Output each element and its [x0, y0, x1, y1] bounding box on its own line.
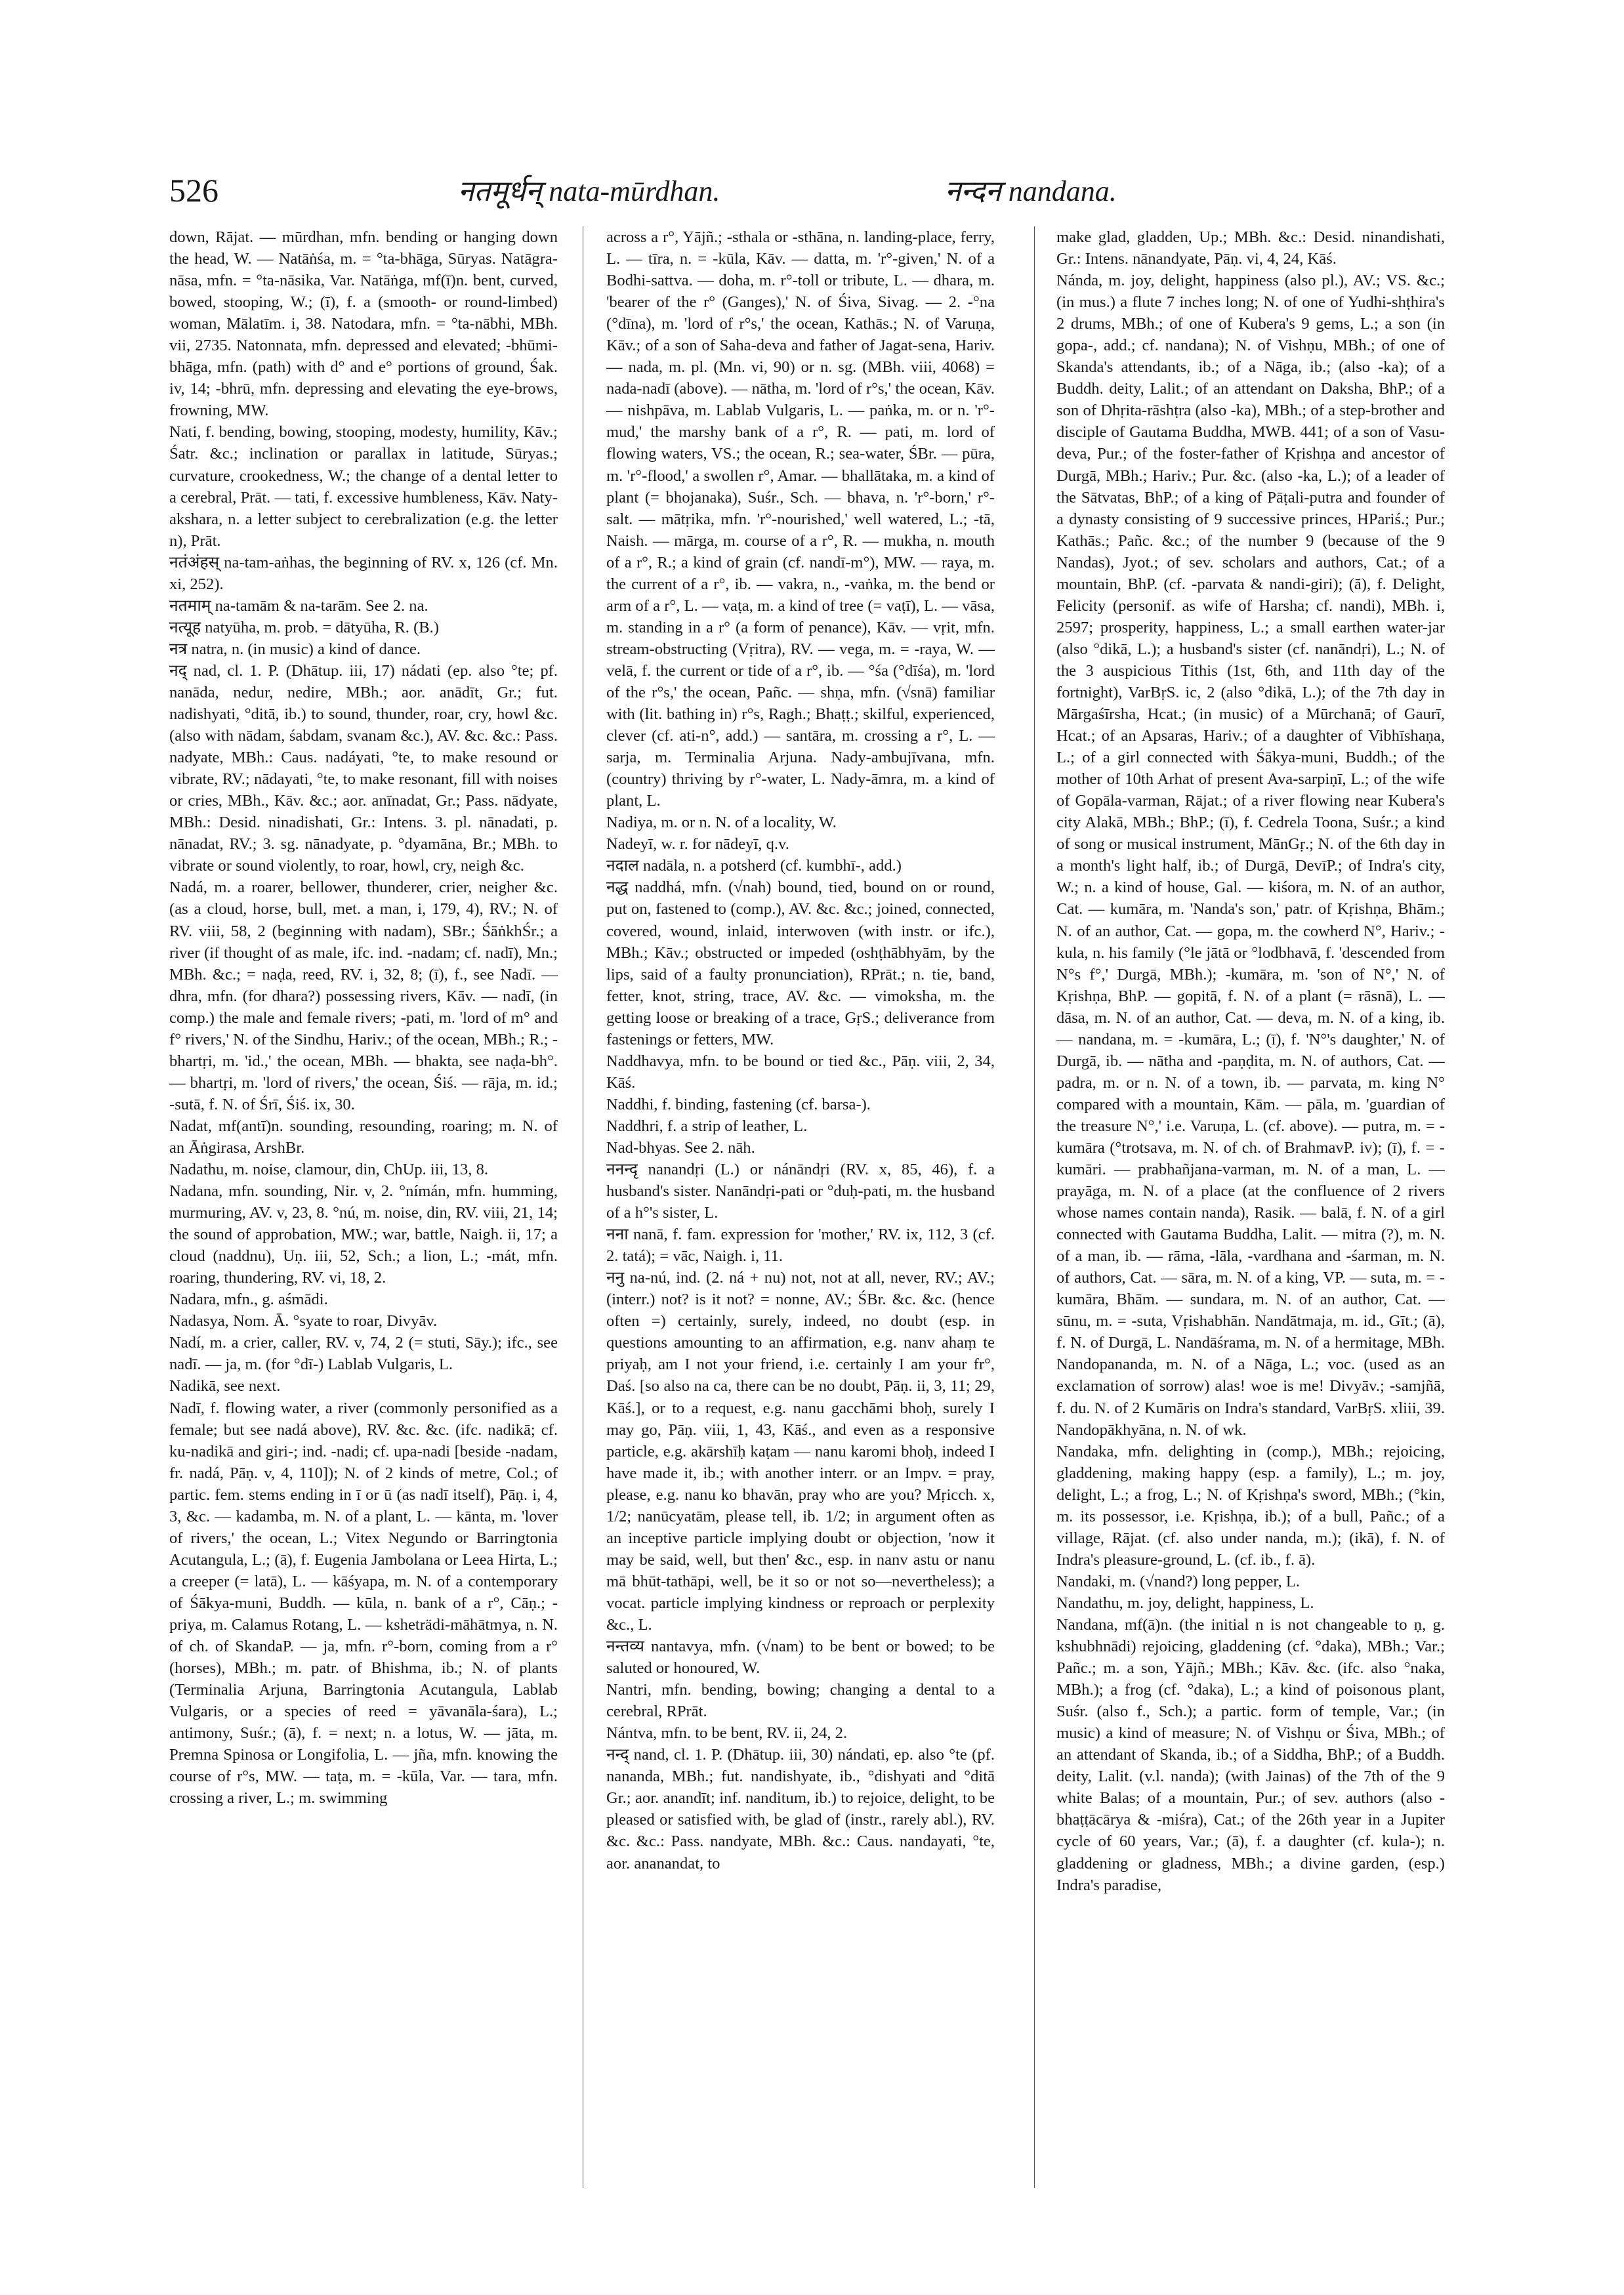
right-running-head: नन्दन nandana. — [945, 175, 1117, 207]
dictionary-entry: नदाल nadāla, n. a potsherd (cf. kumbhī-, add.) — [606, 857, 902, 875]
dictionary-entry: Nántva, mfn. to be bent, RV. ii, 24, 2. — [606, 1724, 848, 1743]
dictionary-entry: Nadasya, Nom. Ā. °syate to roar, Divyāv. — [169, 1312, 438, 1331]
dictionary-entry: नना nanā, f. fam. expression for 'mother,' RV. ix, 112, 3 (cf. 2. tatá); = vāc, Naigh. i, 11. — [606, 1226, 995, 1266]
dictionary-entry: नन्द् nand, cl. 1. P. (Dhātup. iii, 30) nándati, ep. also °te (pf. nananda, MBh.; fut. nandishyate, ib., °dishyati and °ditā Gr.; aor. anandīt; inf. nanditum, ib.) to rejoice, delight, to be pleased or satisfied with, be glad of (instr., rarely abl.), RV. &c. &c.: Pass. nandyate, MBh. &c.: Caus. nandayati, °te, aor. ananandat, to — [606, 1746, 995, 1872]
page-number: 526 — [169, 172, 219, 209]
dictionary-entry: make glad, gladden, Up.; MBh. &c.: Desid. ninandishati, Gr.: Intens. nānandyate, Pāṇ. vi, 4, 24, Kāś. — [1056, 228, 1445, 268]
dictionary-entry: Nantri, mfn. bending, bowing; changing a dental to a cerebral, RPrāt. — [606, 1681, 995, 1721]
dictionary-entry: Nati, f. bending, bowing, stooping, modesty, humility, Kāv.; Śatr. &c.; inclination or parallax in latitude, Sūryas.; curvature, crookedness, W.; the change of a dental letter to a cerebral, Prāt. — tati, f. excessive humbleness, Kāv. Naty-akshara, n. a letter subject to cerebralization (e.g. the letter n), Prāt. — [169, 423, 558, 550]
dictionary-entry: Naddhri, f. a strip of leather, L. — [606, 1117, 808, 1135]
dictionary-entry: नत्यूह natyūha, m. prob. = dātyūha, R. (B.) — [169, 618, 440, 636]
dictionary-entry: Nánda, m. joy, delight, happiness (also pl.), AV.; VS. &c.; (in mus.) a flute 7 inches long; N. of one of Yudhi-shṭhira's 2 drums, MBh.; of one of Kubera's 9 gems, L.; a son (in gopa-, add.; cf. nandana); N. of Vishṇu, MBh.; of one of Skanda's attendants, ib.; of a Nāga, ib.; (also -ka); of a Buddh. deity, Lalit.; of an attendant on Daksha, BhP.; of a son of Dhṛita-rāshṭra (also -ka), MBh.; of a step-brother and disciple of Gautama Buddha, MWB. 441; of a son of Vasu-deva, Pur.; of the foster-father of Kṛishṇa and ancestor of Durgā, MBh.; Hariv.; Pur. &c. (also -ka, L.); of a leader of the Sātvatas, BhP.; of a king of Pāṭali-putra and founder of a dynasty consisting of 9 successive princes, HPariś.; Pur.; Kathās.; Pañc. &c.; of the number 9 (because of the 9 Nandas), Jyot.; of sev. scholars and authors, Cat.; of a mountain, BhP. (cf. -parvata & nandi-giri); (ā), f. Delight, Felicity (personif. as wife of Harsha; cf. nandi), MBh. i, 2597; prosperity, happiness, L.; a small earthen water-jar (also °dikā, L.); a husband's sister (cf. nanāndṛi), L.; N. of the 3 auspicious Tithis (1st, 6th, and 11th day of the fortnight), VarBṛS. ic, 2 (also °dikā, L.); of the 7th day in Mārgaśīrsha, Hcat.; (in music) of a Mūrchanā; of Gaurī, Hcat.; of an Apsaras, Hariv.; of a daughter of Vibhīshaṇa, L.; of a girl connected with Śākya-muni, Buddh.; of the mother of 10th Arhat of present Ava-sarpiṇī, L.; of the wife of Gopāla-varman, Rājat.; of a river flowing near Kubera's city Alakā, MBh.; BhP.; (ī), f. Cedrela Toona, Suśr.; a kind of song or musical instrument, MānGṛ.; N. of the 6th day in a month's light half, ib.; of Durgā, DevīP.; of Indra's city, W.; n. a kind of house, Gal. — kiśora, m. N. of an author, Cat. — kumāra, m. 'Nanda's son,' patr. of Kṛishṇa, Bhām.; N. of an author, Cat. — gopa, m. the cowherd N°, Hariv.; -kula, n. his family (°le jātā or °lodbhavā, f. 'descended from N°s f°,' Durgā, MBh.); -kumāra, m. 'son of N°,' N. of Kṛishṇa, BhP. — gopitā, f. N. of a plant (= rāsnā), L. — dāsa, m. N. of an author, Cat. — deva, m. N. of a king, ib. — nandana, m. = -kumāra, L.; (ī), f. 'N°'s daughter,' N. of Durgā, ib. — nātha and -paṇḍita, m. N. of authors, Cat. — padra, m. or n. N. of a town, ib. — parvata, m. king N° compared with a mountain, Kām. — pāla, m. 'guardian of the treasure N°,' i.e. Varuṇa, L. (cf. above). — putra, m. = -kumāra (°trotsava, m. N. of ch. of BrahmavP. iv); (ī), f. = -kumāri. — prabhañjana-varman, m. N. of a man, L. — prayāga, m. N. of a place (at the confluence of 2 rivers whose names contain nanda), Rasik. — balā, f. N. of a girl connected with Gautama Buddha, Lalit. — mitra (?), m. N. of a man, ib. — rāma, -lāla, -vardhana and -śarman, m. N. of authors, Cat. — sāra, m. N. of a king, VP. — suta, m. = -kumāra, Bhām. — sundara, m. N. of an author, Cat. — sūnu, m. = -suta, Vṛishabhān. Nandātmaja, m. id., Gīt.; (ā), f. N. of Durgā, L. Nandāśrama, m. N. of a hermitage, MBh. Nandopananda, m. N. of a Nāga, L.; voc. (used as an exclamation of sorrow) alas! woe is me! Divyāv.; -samjñā, f. du. N. of 2 Kumāris on Indra's standard, VarBṛS. xliii, 39. Nandopākhyāna, n. N. of wk. — [1056, 272, 1445, 1439]
dictionary-entry: नतंअंहस् na-tam-aṅhas, the beginning of RV. x, 126 (cf. Mn. xi, 252). — [169, 553, 558, 593]
dictionary-entry: Nadana, mfn. sounding, Nir. v, 2. °nímán, mfn. humming, murmuring, AV. v, 23, 8. °nú, m. noise, din, RV. viii, 21, 14; the sound of approbation, MW.; war, battle, Naigh. ii, 17; a cloud (naddnu), Uṇ. iii, 52, Sch.; a lion, L.; -mát, mfn. roaring, thundering, RV. vi, 18, 2. — [169, 1182, 558, 1287]
page-header — [169, 172, 1455, 214]
dictionary-entry: Nadat, mf(antī)n. sounding, resounding, roaring; m. N. of an Āṅgirasa, ArshBr. — [169, 1117, 558, 1157]
dictionary-entry: नद्ध naddhá, mfn. (√nah) bound, tied, bound on or round, put on, fastened to (comp.), AV. &c. &c.; joined, connected, covered, wound, inlaid, interwoven (with instr. or ifc.), MBh.; Kāv.; obstructed or impeded (oshṭhābhyām, by the lips, said of a faulty pronunciation), RPrāt.; n. tie, band, fetter, knot, string, trace, AV. &c. — vimoksha, m. the getting loose or breaking of a trace, GṛS.; deliverance from fastenings or fetters, MW. — [606, 879, 995, 1048]
dictionary-entry: Nadikā, see next. — [169, 1377, 281, 1396]
dictionary-column-1 — [169, 226, 558, 2195]
dictionary-column-3 — [1056, 226, 1445, 2195]
dictionary-entry: ननन्दृ nanandṛi (L.) or nánāndṛi (RV. x, 85, 46), f. a husband's sister. Nanāndṛi-pati or °duḥ-pati, m. the husband of a h°'s sister, L. — [606, 1161, 995, 1222]
dictionary-entry: Nandaki, m. (√nand?) long pepper, L. — [1056, 1572, 1301, 1590]
dictionary-entry: नद् nad, cl. 1. P. (Dhātup. iii, 17) nádati (ep. also °te; pf. nanāda, nedur, nedire, MBh.; aor. anādīt, Gr.; fut. nadishyati, °ditā, ib.) to sound, thunder, roar, cry, howl &c. (also with nādam, śabdam, svanam &c.), AV. &c. &c.: Pass. nadyate, MBh.: Caus. nadáyati, °te, to make resound or vibrate, RV.; nādayati, °te, to make resonant, fill with noises or cries, MBh., Kāv. &c.; aor. anīnadat, Gr.; Pass. nādyate, MBh.: Desid. ninadishati, Gr.: Intens. 3. pl. nānadati, p. nānadat, RV.; 3. sg. nānadyate, p. °dyamāna, Br.; MBh. to vibrate or sound violently, to roar, howl, cry, neigh &c. — [169, 661, 558, 875]
dictionary-column-2 — [606, 226, 995, 2195]
dictionary-entry: down, Rājat. — mūrdhan, mfn. bending or hanging down the head, W. — Natāṅśa, m. = °ta-bhāga, Sūryas. Natāgra-nāsa, mfn. = °ta-nāsika, Var. Natāṅga, mf(ī)n. bent, curved, bowed, stooping, W.; (ī), f. a (smooth- or round-limbed) woman, Mālatīm. i, 38. Natodara, mfn. = °ta-nābhi, MBh. vii, 2735. Natonnata, mfn. depressed and elevated; -bhūmi-bhāga, mfn. (path) with d° and e° portions of ground, Śak. iv, 14; -bhrū, mfn. depressing and elevating the eye-brows, frowning, MW. — [169, 228, 558, 420]
dictionary-entry: नत्र natra, n. (in music) a kind of dance. — [169, 640, 421, 658]
dictionary-entry: Naddhavya, mfn. to be bound or tied &c., Pāṇ. viii, 2, 34, Kāś. — [606, 1052, 995, 1092]
dictionary-entry: Nadeyī, w. r. for nādeyī, q.v. — [606, 835, 789, 854]
dictionary-entry: Nadá, m. a roarer, bellower, thunderer, crier, neigher &c. (as a cloud, horse, bull, met. a man, i, 179, 4), RV.; N. of RV. viii, 58, 2 (beginning with nadam), SBr.; ŚāṅkhŚr.; a river (if thought of as male, ifc. ind. -nadam; cf. nadī), Mn.; MBh. &c.; = naḍa, reed, RV. i, 32, 8; (ī), f., see Nadī. — dhra, mfn. (for dhara?) possessing rivers, Kāv. — nadī, (in comp.) the male and female rivers; -pati, m. 'lord of m° and f° rivers,' N. of the Sindhu, Hariv.; of the ocean, MBh.; R.; -bhartṛi, m. 'id.,' the ocean, MBh. — bhakta, see naḍa-bh°. — bhartṛi, m. 'lord of rivers,' the ocean, Śiś. — rāja, m. id.; -sutā, f. N. of Śrī, Śiś. ix, 30. — [169, 879, 558, 1113]
dictionary-entry: Nadī, f. flowing water, a river (commonly personified as a female; but see nadá above), RV. &c. &c. (ifc. nadikā; cf. ku-nadikā and giri-; ind. -nadi; cf. upa-nadi [beside -nadam, fr. nadá, Pāṇ. v, 4, 110]); N. of 2 kinds of metre, Col.; of partic. fem. stems ending in ī or ū (as nadī itself), Pāṇ. i, 4, 3, &c. — kadamba, m. N. of a plant, L. — kānta, m. 'lover of rivers,' the ocean, L.; Vitex Negundo or Barringtonia Acutangula, L.; (ā), f. Eugenia Jambolana or Leea Hirta, L.; a creeper (= latā), L. — kāśyapa, m. N. of a contemporary of Śākya-muni, Buddh. — kūla, n. bank of a r°, Cāṇ.; -priya, m. Calamus Rotang, L. — ksheträdi-māhātmya, n. N. of ch. of SkandaP. — ja, mfn. r°-born, coming from a r° (horses), MBh.; m. patr. of Bhishma, ib.; N. of plants (Terminalia Arjuna, Barringtonia Acutangula, Lablab Vulgaris, or a species of reed = yāvanāla-śara), L.; antimony, Suśr.; (ā), f. = next; n. a lotus, W. — jāta, m. Premna Spinosa or Longifolia, L. — jña, mfn. knowing the course of r°s, MW. — taṭa, m. = -kūla, Var. — tara, mfn. crossing a river, L.; m. swimming — [169, 1399, 558, 1808]
dictionary-entry: Nandaka, mfn. delighting in (comp.), MBh.; rejoicing, gladdening, making happy (esp. a family), L.; m. joy, delight, L.; a frog, L.; N. of Kṛishṇa's sword, MBh.; (°kin, m. its possessor, i.e. Kṛishṇa, ib.); of a bull, Pañc.; of a village, Rājat. (cf. also under nanda, m.); (ikā), f. N. of Indra's pleasure-ground, L. (cf. ib., f. ā). — [1056, 1442, 1445, 1569]
dictionary-entry: Nadathu, m. noise, clamour, din, ChUp. iii, 13, 8. — [169, 1161, 489, 1179]
dictionary-entry: Naddhi, f. binding, fastening (cf. barsa-). — [606, 1095, 871, 1113]
dictionary-entry: Nadara, mfn., g. aśmādi. — [169, 1291, 328, 1309]
dictionary-entry: Nandathu, m. joy, delight, happiness, L. — [1056, 1594, 1314, 1612]
dictionary-entry: नतमाम् na-tamām & na-tarām. See 2. na. — [169, 596, 428, 615]
dictionary-entry: Nadí, m. a crier, caller, RV. v, 74, 2 (= stuti, Sāy.); ifc., see nadī. — ja, m. (for °dī-) Lablab Vulgaris, L. — [169, 1334, 558, 1374]
dictionary-entry: across a r°, Yājñ.; -sthala or -sthāna, n. landing-place, ferry, L. — tīra, n. = -kūla, Kāv. — datta, m. 'r°-given,' N. of a Bodhi-sattva. — doha, m. r°-toll or tribute, L. — dhara, m. 'bearer of the r° (Ganges),' N. of Śiva, Sivag. — 2. -°na (°dīna), m. 'lord of r°s,' the ocean, Kathās.; N. of Varuṇa, Kāv.; of a son of Saha-deva and father of Jagat-sena, Hariv. — nada, m. pl. (Mn. vi, 90) or n. sg. (MBh. viii, 4068) = nada-nadī (above). — nātha, m. 'lord of r°s,' the ocean, Kāv. — nishpāva, m. Lablab Vulgaris, L. — paṅka, m. or n. 'r°-mud,' the marshy bank of a r°, R. — pati, m. lord of flowing waters, VS.; the ocean, R.; sea-water, ŚBr. — pūra, m. 'r°-flood,' a swollen r°, Amar. — bhallātaka, m. a kind of plant (= bhojanaka), Suśr., Sch. — bhava, n. 'r°-born,' r°-salt. — mātṛika, mfn. 'r°-nourished,' well watered, L.; -tā, Naish. — mārga, m. course of a r°, R. — mukha, n. mouth of a r°, R.; a kind of grain (cf. nandī-m°), MW. — raya, m. the current of a r°, ib. — vakra, n., -vaṅka, m. the bend or arm of a r°, L. — vaṭa, m. a kind of tree (= vaṭī), L. — vāsa, m. standing in a r° (a form of penance), Kāv. — vṛit, mfn. stream-obstructing (Vṛitra), RV. — vega, m. = -raya, W. — velā, f. the current or tide of a r°, ib. — °śa (°dīśa), m. 'lord of the r°s,' the ocean, Pañc. — shṇa, mfn. (√snā) familiar with (lit. bathing in) r°s, Ragh.; Bhaṭṭ.; skilful, experienced, clever (cf. ati-n°, add.) — santāra, m. crossing a r°, L. — sarja, m. Terminalia Arjuna. Nady-ambujīvana, mfn. (country) thriving by r°-water, L. Nady-āmra, m. a kind of plant, L. — [606, 228, 995, 810]
left-running-head: नतमूर्धन् nata-mūrdhan. — [458, 175, 720, 207]
dictionary-entry: Nad-bhyas. See 2. nāh. — [606, 1138, 755, 1157]
dictionary-entry: Nandana, mf(ā)n. (the initial n is not changeable to ṇ, g. kshubhnādi) rejoicing, gladdening (cf. °daka), MBh.; Var.; Pañc.; m. a son, Yājñ.; MBh.; Kāv. &c. (ifc. also °naka, MBh.); a frog (cf. °daka), L.; a kind of poisonous plant, Suśr. (also f., Sch.); a partic. form of temple, Var.; (in music) a kind of measure; N. of Vishṇu or Śiva, MBh.; of an attendant of Skanda, ib.; of a Siddha, BhP.; of a Buddh. deity, Lalit. (v.l. nanda); (with Jainas) of the 7th of the 9 white Balas; of a mountain, Pur.; of sev. authors (also -bhaṭṭācārya & -miśra), Cat.; of the 26th year in a Jupiter cycle of 60 years, Var.; (ā), f. a daughter (cf. kula-); n. gladdening or gladness, MBh.; a divine garden, (esp.) Indra's paradise, — [1056, 1616, 1445, 1894]
dictionary-entry: Nadiya, m. or n. N. of a locality, W. — [606, 814, 837, 832]
dictionary-entry: नन्तव्य nantavya, mfn. (√nam) to be bent or bowed; to be saluted or honoured, W. — [606, 1638, 995, 1678]
column-divider — [1034, 226, 1035, 2188]
dictionary-entry: ननु na-nú, ind. (2. ná + nu) not, not at all, never, RV.; AV.; (interr.) not? is it not? = nonne, AV.; ŚBr. &c. &c. (hence often =) certainly, surely, indeed, no doubt (esp. in questions amounting to an affirmation, e.g. nanv ahaṃ te priyaḥ, am I not your friend, i.e. certainly I am your fr°, Daś. [so also na ca, there can be no doubt, Pāṇ. ii, 3, 11; 29, Kāś.], or to a request, e.g. nanu gacchāmi bhoḥ, surely I may go, Pāṇ. viii, 1, 43, Kāś., and even as a responsive particle, e.g. akārshīḥ kaṭam — nanu karomi bhoḥ, indeed I have made it, ib.; with another interr. or an Impv. = pray, please, e.g. nanu ko bhavān, pray who are you? Mṛicch. x, 1/2; nanūcyatām, please tell, ib. 1/2; in argument often as an inceptive particle implying doubt or objection, 'now it may be said, well, but then' &c., esp. in nanv astu or nanu mā bhūt-tathāpi, well, be it so or not so—nevertheless); a vocat. particle implying kindness or reproach or perplexity &c., L. — [606, 1269, 995, 1634]
